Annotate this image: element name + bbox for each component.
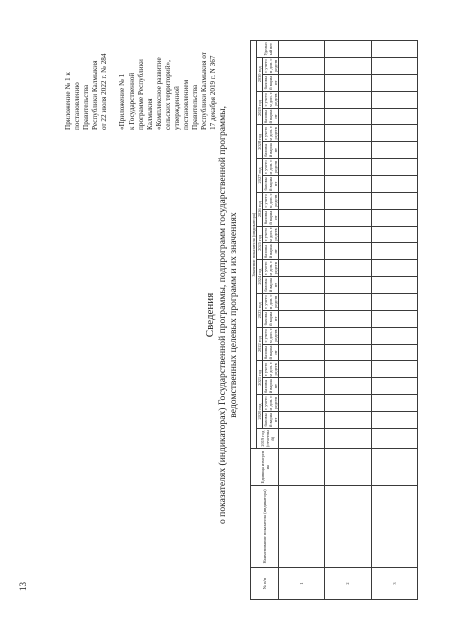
table-cell — [371, 378, 417, 395]
table-cell — [371, 327, 417, 344]
table-cell — [279, 378, 325, 395]
table-cell — [371, 41, 417, 58]
header-sub-extra: с учетом доп. средств — [263, 227, 278, 242]
header-sub-base: базовый вариант — [263, 176, 278, 191]
table-cell — [325, 159, 371, 176]
page-number: 13 — [18, 582, 28, 591]
table-cell — [371, 108, 417, 125]
table-cell — [325, 226, 371, 243]
table-cell — [325, 412, 371, 429]
appendix-line: от 22 июля 2022 г. № 284 — [100, 53, 109, 130]
header-sub-extra: с учетом доп. средств — [263, 193, 278, 209]
header-last: Удельный вес — [257, 41, 279, 58]
table-cell — [279, 344, 325, 361]
table-cell — [325, 125, 371, 142]
table-cell — [371, 294, 417, 311]
table-cell — [279, 41, 325, 58]
table-cell — [325, 395, 371, 412]
table-cell — [325, 243, 371, 260]
appendix-line: постановлению — [73, 82, 82, 130]
table-cell — [279, 243, 325, 260]
table-cell — [279, 176, 325, 193]
table-cell — [279, 428, 325, 449]
appendix-line: «Комплексное развитие — [154, 57, 163, 130]
appendix-line: программе Республики — [136, 59, 145, 130]
table-cell — [371, 159, 417, 176]
row-number: 3 — [371, 568, 417, 600]
header-sub-extra: с учетом доп. средств — [263, 159, 278, 175]
table-cell — [371, 176, 417, 193]
table-cell — [325, 176, 371, 193]
table-cell — [371, 209, 417, 226]
appendix-line: Калмыкия — [145, 98, 154, 130]
table-cell — [371, 57, 417, 74]
header-no: № п/п — [251, 568, 279, 600]
header-name: Наименование показателя (индикатора) — [251, 485, 279, 567]
appendix-block — [64, 10, 219, 130]
table-cell — [279, 91, 325, 108]
header-base-year — [257, 428, 279, 449]
title-heading: Сведения — [204, 292, 216, 338]
table-cell — [371, 412, 417, 429]
table-cell — [371, 344, 417, 361]
table-cell — [371, 277, 417, 294]
table-cell — [279, 192, 325, 209]
table-cell — [371, 243, 417, 260]
table-cell — [371, 428, 417, 449]
base-year-sub: (отчетный) — [265, 430, 275, 448]
table-cell — [279, 395, 325, 412]
appendix-line: Приложение № 1 к — [64, 72, 72, 130]
header-sub-base: базовый вариант — [263, 109, 278, 124]
table-cell — [325, 277, 371, 294]
table-cell — [325, 260, 371, 277]
header-sub-base: базовый вариант — [263, 75, 278, 90]
table-cell — [279, 449, 325, 486]
table-cell — [279, 294, 325, 311]
header-year: 2022 год — [257, 327, 263, 361]
appendix-line: «Приложение № 1 — [118, 73, 127, 130]
header-sub-extra: с учетом доп. средств — [263, 92, 278, 108]
table-cell — [279, 125, 325, 142]
table-cell — [371, 310, 417, 327]
table-row — [371, 41, 417, 600]
table-cell — [279, 57, 325, 74]
table-cell — [325, 41, 371, 58]
table-cell — [371, 226, 417, 243]
header-sub-base: базовый вариант — [263, 278, 278, 293]
table-cell — [279, 226, 325, 243]
table-cell — [371, 395, 417, 412]
header-year: 2026 год — [257, 192, 263, 226]
table-cell — [325, 192, 371, 209]
table-cell — [325, 294, 371, 311]
header-year: 2023 год — [257, 294, 263, 328]
appendix-line: Республики Калмыкия от — [200, 52, 209, 130]
header-sub-base: базовый вариант — [263, 311, 278, 326]
row-number: 1 — [279, 568, 325, 600]
table-cell — [371, 142, 417, 159]
appendix-line: Правительства — [191, 84, 200, 130]
table-cell — [371, 361, 417, 378]
header-sub-extra: с учетом доп. средств — [263, 361, 278, 377]
header-sub-extra: с учетом доп. средств — [263, 260, 278, 276]
table-cell — [279, 260, 325, 277]
header-sub-extra: с учетом доп. средств — [263, 328, 278, 344]
appendix-line: 17 декабря 2019 г. N 367 — [209, 55, 218, 130]
table-cell — [325, 327, 371, 344]
document-title — [205, 80, 240, 550]
table-cell — [325, 428, 371, 449]
appendix-line: постановлением — [182, 79, 191, 130]
table-cell — [371, 449, 417, 486]
table-cell — [279, 209, 325, 226]
header-sub-base: базовый вариант — [263, 143, 278, 158]
header-year: 2028 год — [257, 125, 263, 159]
header-sub-base: базовый вариант — [263, 345, 278, 360]
title-line-1: о показателях (индикаторах) Государственной программы, подпрограмм государственной программы, — [216, 106, 228, 525]
table-cell — [325, 91, 371, 108]
header-year: 2027 год — [257, 159, 263, 193]
table-cell — [325, 344, 371, 361]
header-unit: Единица измерения — [251, 449, 279, 486]
table-cell — [325, 108, 371, 125]
header-year: 2029 год — [257, 91, 263, 125]
table-cell — [325, 57, 371, 74]
table-cell — [325, 310, 371, 327]
header-values: Значение показателя (индикатора) — [251, 41, 257, 449]
table-cell — [279, 412, 325, 429]
table-cell — [279, 142, 325, 159]
table-row — [279, 41, 325, 600]
table-cell — [325, 485, 371, 567]
table-cell — [371, 192, 417, 209]
header-sub-base: базовый вариант — [263, 210, 278, 225]
table-cell — [325, 449, 371, 486]
table-cell — [325, 378, 371, 395]
table-cell — [279, 277, 325, 294]
table-cell — [279, 159, 325, 176]
table-row — [325, 41, 371, 600]
header-year: 2020 год — [257, 395, 263, 429]
table-cell — [279, 485, 325, 567]
table-cell — [371, 125, 417, 142]
table-cell — [325, 74, 371, 91]
header-sub-extra: с учетом доп. средств — [263, 294, 278, 310]
appendix-line: Республики Калмыкия — [91, 60, 100, 130]
table-cell — [279, 310, 325, 327]
header-year: 2024 год — [257, 260, 263, 294]
appendix-line: к Государственной — [127, 72, 136, 130]
header-sub-extra: с учетом доп. средств — [263, 58, 278, 74]
base-year-label: 2019 год — [260, 430, 265, 447]
header-sub-base: базовый вариант — [263, 413, 278, 427]
appendix-line: сельских территорий», — [163, 60, 172, 130]
table-cell — [371, 485, 417, 567]
header-sub-base: базовый вариант — [263, 379, 278, 394]
table-cell — [371, 260, 417, 277]
header-sub-extra: с учетом доп. средств — [263, 125, 278, 141]
appendix-line: Правительства — [82, 84, 91, 130]
table-cell — [325, 142, 371, 159]
header-year: 2025 год — [257, 226, 263, 260]
row-number: 2 — [325, 568, 371, 600]
table-cell — [371, 91, 417, 108]
table-cell — [279, 327, 325, 344]
header-sub-base: базовый вариант — [263, 244, 278, 259]
table-cell — [325, 209, 371, 226]
header-year: 2030 год — [257, 57, 263, 91]
title-line-2: ведомственных целевых программ и их значениях — [228, 212, 239, 418]
table-cell — [325, 361, 371, 378]
table-cell — [279, 108, 325, 125]
appendix-line: утвержденной — [173, 86, 182, 130]
header-sub-extra: с учетом доп. средств — [263, 395, 278, 411]
table-cell — [279, 361, 325, 378]
table-cell — [279, 74, 325, 91]
indicators-table — [250, 40, 418, 600]
table-cell — [371, 74, 417, 91]
header-year: 2021 год — [257, 361, 263, 395]
